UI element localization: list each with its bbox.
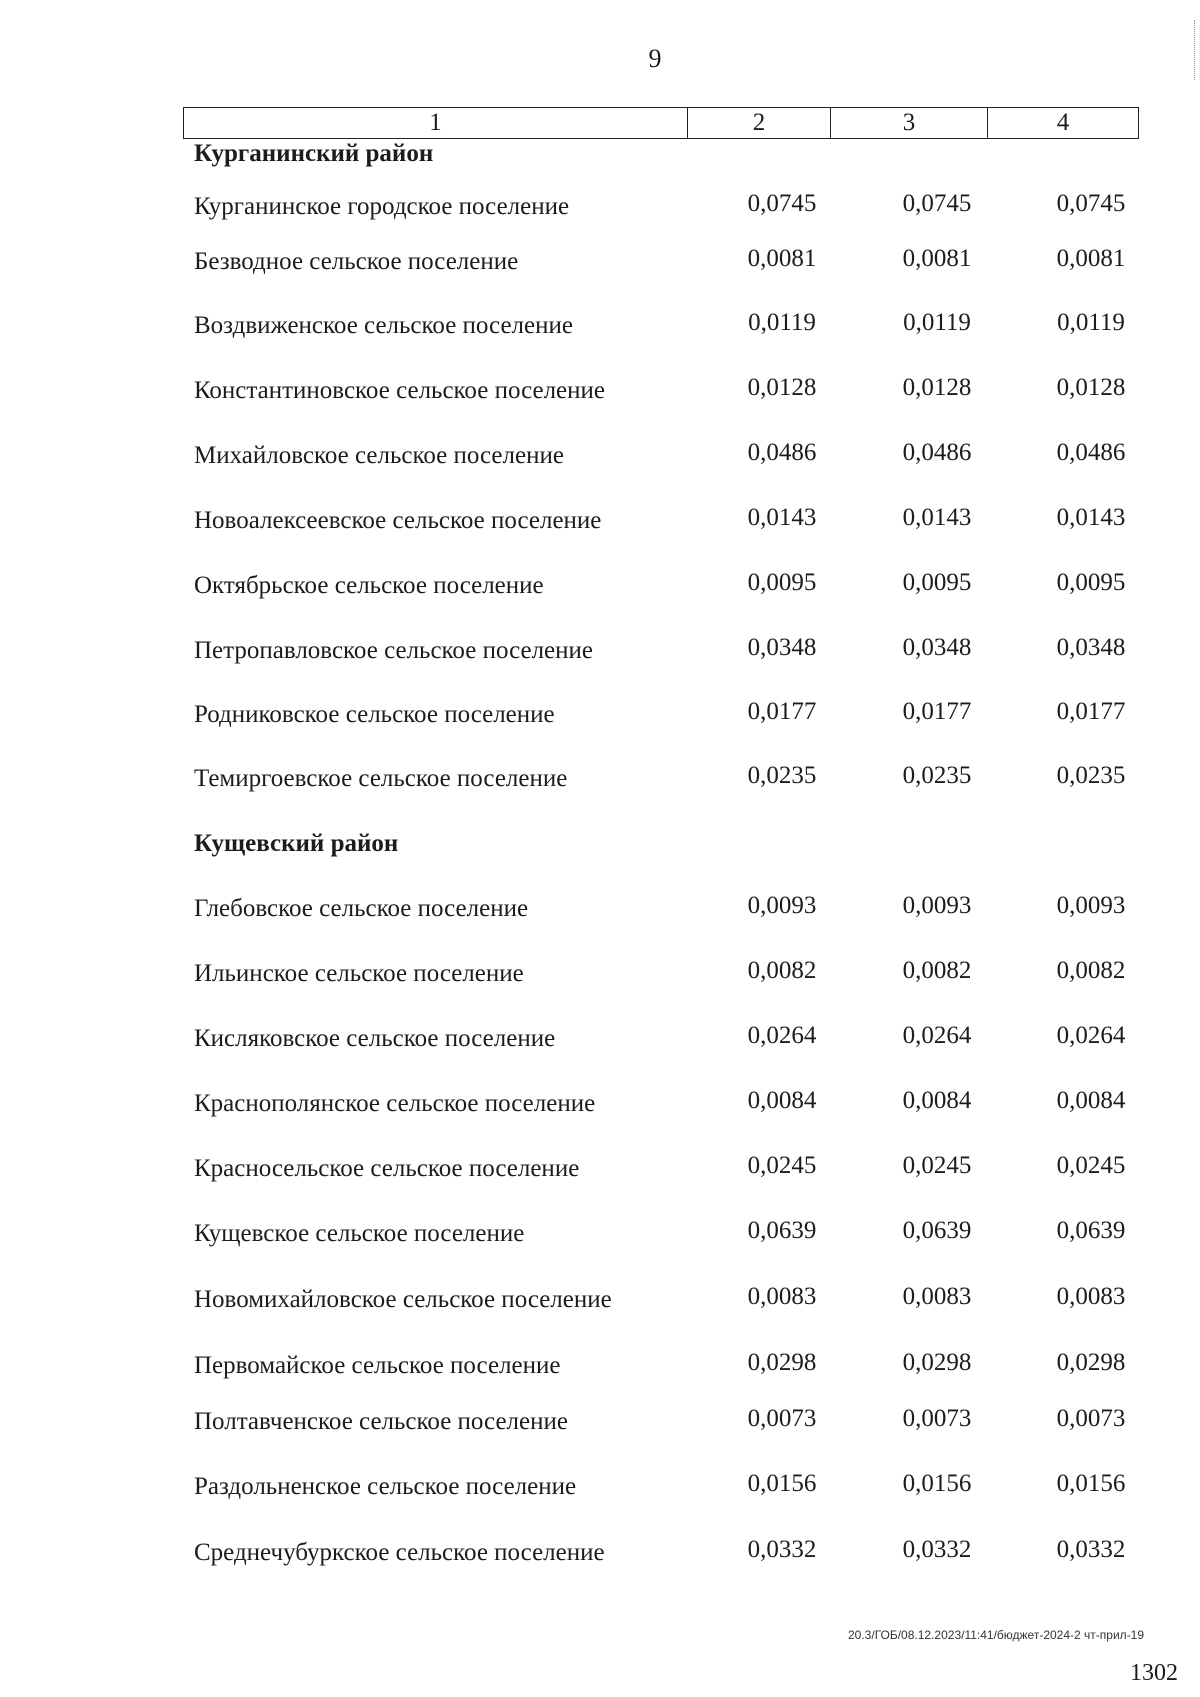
value-col-4: 0,0083 <box>1056 1283 1126 1310</box>
settlement-name: Краснополянское сельское поселение <box>194 1090 596 1117</box>
value-col-3: 0,0298 <box>902 1349 972 1376</box>
sheet-number: 1302 <box>1130 1660 1178 1686</box>
table-row <box>0 569 1200 606</box>
value-col-3: 0,0235 <box>902 762 972 789</box>
settlement-name: Кущевское сельское поселение <box>194 1220 525 1247</box>
value-col-3: 0,0073 <box>902 1405 972 1432</box>
table-row <box>0 504 1200 541</box>
settlement-name: Безводное сельское поселение <box>194 248 519 275</box>
table-row <box>0 634 1200 671</box>
settlement-name: Красносельское сельское поселение <box>194 1155 580 1182</box>
table-row <box>0 1536 1200 1573</box>
table-row <box>0 762 1200 799</box>
settlement-name: Воздвиженское сельское поселение <box>194 312 573 339</box>
value-col-4: 0,0095 <box>1056 569 1126 596</box>
settlement-name: Курганинское городское поселение <box>194 193 570 220</box>
value-col-3: 0,0156 <box>902 1470 972 1497</box>
value-col-4: 0,0143 <box>1056 504 1126 531</box>
value-col-4: 0,0486 <box>1056 439 1126 466</box>
settlement-name: Новоалексеевское сельское поселение <box>194 507 602 534</box>
table-row <box>0 1217 1200 1254</box>
header-col-2: 2 <box>688 108 831 138</box>
table-row <box>0 439 1200 476</box>
settlement-name: Константиновское сельское поселение <box>194 377 605 404</box>
value-col-2: 0,0639 <box>747 1217 817 1244</box>
table-row <box>0 190 1200 227</box>
header-col-4: 4 <box>1056 109 1070 136</box>
table-row <box>0 245 1200 282</box>
value-col-3: 0,0093 <box>902 892 972 919</box>
value-col-3: 0,0082 <box>902 957 972 984</box>
table-row <box>0 1283 1200 1320</box>
table-row <box>0 892 1200 929</box>
table-row <box>0 1405 1200 1442</box>
value-col-4: 0,0128 <box>1056 374 1126 401</box>
value-col-4: 0,0235 <box>1056 762 1126 789</box>
value-col-3: 0,0177 <box>902 698 972 725</box>
settlement-name: Среднечубуркское сельское поселение <box>194 1539 605 1566</box>
value-col-3: 0,0081 <box>902 245 972 272</box>
settlement-name: Темиргоевское сельское поселение <box>194 765 568 792</box>
settlement-name: Октябрьское сельское поселение <box>194 572 544 599</box>
table-row <box>0 1022 1200 1059</box>
value-col-3: 0,0084 <box>902 1087 972 1114</box>
value-col-2: 0,0119 <box>748 309 816 336</box>
value-col-2: 0,0332 <box>747 1536 817 1563</box>
page-number: 9 <box>648 44 662 73</box>
settlement-name: Первомайское сельское поселение <box>194 1352 561 1379</box>
value-col-3: 0,0128 <box>902 374 972 401</box>
value-col-4: 0,0298 <box>1056 1349 1126 1376</box>
value-col-2: 0,0093 <box>747 892 817 919</box>
value-col-2: 0,0083 <box>747 1283 817 1310</box>
value-col-3: 0,0348 <box>902 634 972 661</box>
value-col-2: 0,0245 <box>747 1152 817 1179</box>
value-col-2: 0,0177 <box>747 698 817 725</box>
settlement-name: Новомихайловское сельское поселение <box>194 1286 612 1313</box>
value-col-2: 0,0095 <box>747 569 817 596</box>
table-row <box>0 1087 1200 1124</box>
document-code: 20.3/ГОБ/08.12.2023/11:41/бюджет-2024-2 чт-прил-19 <box>848 1628 1144 1642</box>
value-col-4: 0,0156 <box>1056 1470 1126 1497</box>
table-row <box>0 1152 1200 1189</box>
value-col-3: 0,0119 <box>903 309 971 336</box>
value-col-4: 0,0082 <box>1056 957 1126 984</box>
value-col-2: 0,0143 <box>747 504 817 531</box>
table-row <box>0 1470 1200 1507</box>
table-header <box>183 107 1139 139</box>
value-col-2: 0,0073 <box>747 1405 817 1432</box>
value-col-4: 0,0332 <box>1056 1536 1126 1563</box>
value-col-2: 0,0745 <box>747 190 817 217</box>
value-col-3: 0,0264 <box>902 1022 972 1049</box>
value-col-4: 0,0081 <box>1056 245 1126 272</box>
table-row <box>0 309 1200 346</box>
value-col-2: 0,0486 <box>747 439 817 466</box>
value-col-4: 0,0348 <box>1056 634 1126 661</box>
value-col-4: 0,0177 <box>1056 698 1126 725</box>
value-col-4: 0,0245 <box>1056 1152 1126 1179</box>
value-col-2: 0,0264 <box>747 1022 817 1049</box>
value-col-2: 0,0128 <box>747 374 817 401</box>
value-col-4: 0,0745 <box>1056 190 1126 217</box>
settlement-name: Полтавченское сельское поселение <box>194 1408 568 1435</box>
value-col-3: 0,0083 <box>902 1283 972 1310</box>
value-col-3: 0,0486 <box>902 439 972 466</box>
table-row <box>0 957 1200 994</box>
value-col-3: 0,0745 <box>902 190 972 217</box>
value-col-2: 0,0084 <box>747 1087 817 1114</box>
value-col-3: 0,0143 <box>902 504 972 531</box>
header-col-1: 1 <box>184 108 688 138</box>
settlement-name: Глебовское сельское поселение <box>194 895 529 922</box>
table-row <box>0 374 1200 411</box>
value-col-2: 0,0081 <box>747 245 817 272</box>
value-col-3: 0,0095 <box>902 569 972 596</box>
value-col-2: 0,0082 <box>747 957 817 984</box>
settlement-name: Раздольненское сельское поселение <box>194 1473 577 1500</box>
table-row <box>0 698 1200 735</box>
settlement-name: Родниковское сельское поселение <box>194 701 555 728</box>
header-col-3: 3 <box>831 108 988 138</box>
value-col-4: 0,0119 <box>1057 309 1125 336</box>
value-col-4: 0,0264 <box>1056 1022 1126 1049</box>
value-col-3: 0,0245 <box>902 1152 972 1179</box>
settlement-name: Михайловское сельское поселение <box>194 442 564 469</box>
value-col-3: 0,0639 <box>902 1217 972 1244</box>
value-col-2: 0,0235 <box>747 762 817 789</box>
settlement-name: Петропавловское сельское поселение <box>194 637 594 664</box>
value-col-4: 0,0073 <box>1056 1405 1126 1432</box>
table-row <box>0 1349 1200 1386</box>
value-col-4: 0,0093 <box>1056 892 1126 919</box>
region-title-kurganinsky: Курганинский район <box>194 140 434 167</box>
settlement-name: Ильинское сельское поселение <box>194 960 524 987</box>
value-col-2: 0,0348 <box>747 634 817 661</box>
value-col-2: 0,0298 <box>747 1349 817 1376</box>
settlement-name: Кисляковское сельское поселение <box>194 1025 556 1052</box>
value-col-3: 0,0332 <box>902 1536 972 1563</box>
value-col-2: 0,0156 <box>747 1470 817 1497</box>
value-col-4: 0,0639 <box>1056 1217 1126 1244</box>
value-col-4: 0,0084 <box>1056 1087 1126 1114</box>
region-title-kushchevsky: Кущевский район <box>194 830 399 857</box>
